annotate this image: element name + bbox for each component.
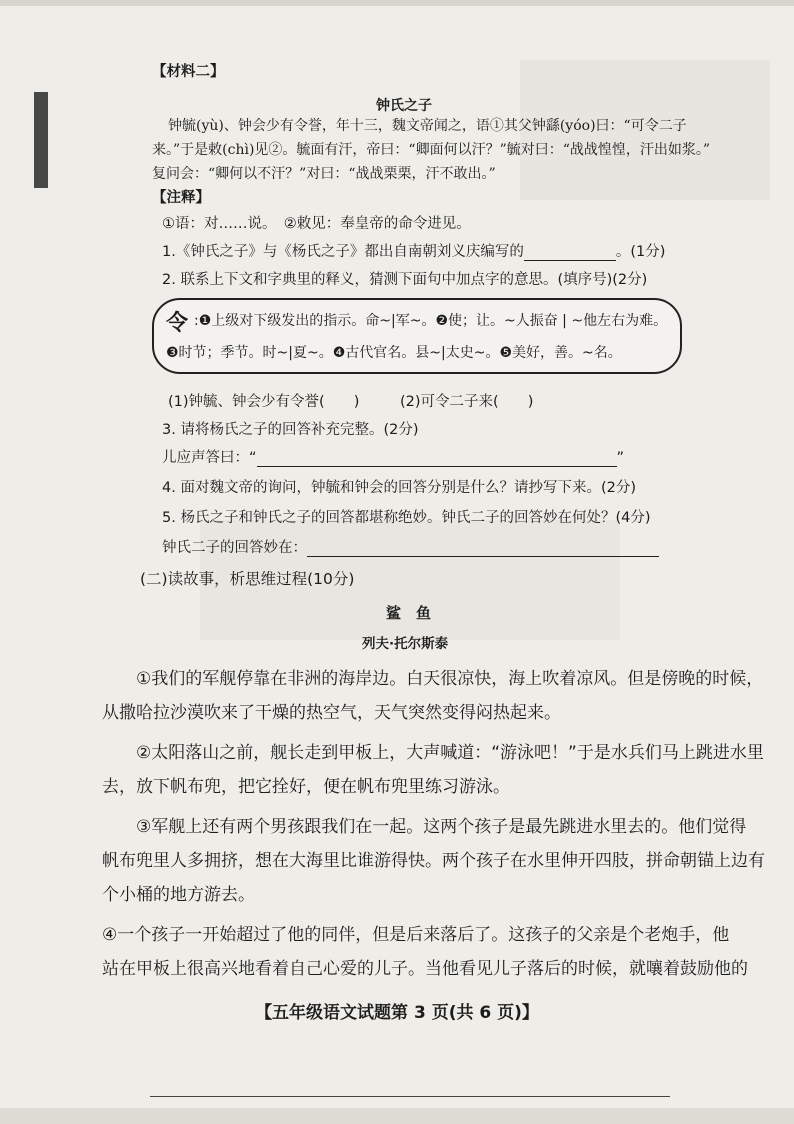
story-title: 鲨 鱼: [386, 604, 432, 622]
passage-line-2: 来。”于是敕(chì)见②。毓面有汗，帝曰：“卿面何以汗？”毓对曰：“战战惶惶，汗出如浆。”: [152, 142, 711, 158]
question-5: 5. 杨氏之子和钟氏之子的回答都堪称绝妙。钟氏二子的回答妙在何处？(4分): [162, 510, 651, 526]
notes-label: 【注释】: [152, 190, 210, 206]
page-footer: 【五年级语文试题第 3 页(共 6 页)】: [255, 1003, 539, 1023]
question-1-score: 。(1分): [615, 244, 666, 260]
paper-bottom-edge: [0, 1108, 794, 1124]
dictionary-line-2: ❸时节；季节。时~|夏~。❹古代官名。县~|太史~。❺美好，善。~名。: [166, 345, 622, 361]
passage-title: 钟氏之子: [376, 98, 432, 114]
dictionary-line-1: :❶上级对下级发出的指示。命~|军~。❷使；让。~人振奋 | ~他左右为难。: [194, 313, 668, 329]
question-3-end: ”: [616, 450, 625, 466]
dictionary-headword: 令: [166, 310, 189, 336]
story-line-1: ①我们的军舰停靠在非洲的海岸边。白天很凉快，海上吹着凉风。但是傍晚的时候，: [136, 669, 764, 689]
story-line-2: 从撒哈拉沙漠吹来了干燥的热空气，天气突然变得闷热起来。: [102, 703, 561, 723]
material-label: 【材料二】: [152, 64, 225, 80]
dictionary-box: [152, 298, 682, 374]
passage-line-3: 复问会：“卿何以不汗？”对曰：“战战栗栗，汗不敢出。”: [152, 166, 496, 182]
question-3-answer-line: [162, 446, 624, 467]
question-2-sub-2[interactable]: (2)可令二子来( ): [400, 394, 534, 410]
footer-rule: [150, 1096, 670, 1097]
story-line-7: 个小桶的地方游去。: [102, 885, 255, 905]
binding-mark: [34, 92, 48, 188]
story-line-6: 帆布兜里人多拥挤，想在大海里比谁游得快。两个孩子在水里伸开四肢，拼命朝锚上边有: [102, 851, 765, 871]
paper-top-edge: [0, 0, 794, 6]
story-line-3: ②太阳落山之前，舰长走到甲板上，大声喊道：“游泳吧！”于是水兵们马上跳进水里: [136, 743, 764, 763]
question-1-text: 1.《钟氏之子》与《杨氏之子》都出自南朝刘义庆编写的: [162, 244, 524, 260]
question-3: 3. 请将杨氏之子的回答补充完整。(2分): [162, 422, 419, 438]
notes-line: ①语：对……说。 ②敕见：奉皇帝的命令进见。: [162, 216, 471, 232]
story-line-5: ③军舰上还有两个男孩跟我们在一起。这两个孩子是最先跳进水里去的。他们觉得: [136, 817, 747, 837]
story-line-4: 去，放下帆布兜，把它拴好，便在帆布兜里练习游泳。: [102, 777, 510, 797]
passage-line-1: 钟毓(yù)、钟会少有令誉，年十三，魏文帝闻之，语①其父钟繇(yóo)曰：“可令二子: [168, 118, 687, 134]
question-2-sub-1[interactable]: (1)钟毓、钟会少有令誉( ): [168, 394, 360, 410]
question-3-prefix: 儿应声答曰：“: [162, 450, 257, 466]
story-author: 列夫·托尔斯泰: [362, 636, 449, 652]
section-heading: (二)读故事，析思维过程(10分): [140, 570, 355, 588]
answer-blank[interactable]: [307, 540, 659, 557]
question-4: 4. 面对魏文帝的询问，钟毓和钟会的回答分别是什么？请抄写下来。(2分): [162, 480, 636, 496]
answer-blank[interactable]: [257, 450, 617, 467]
question-5-answer-line: [162, 536, 659, 557]
question-5-prefix: 钟氏二子的回答妙在：: [162, 540, 307, 556]
question-2: 2. 联系上下文和字典里的释义，猜测下面句中加点字的意思。(填序号)(2分): [162, 272, 648, 288]
story-line-9: 站在甲板上很高兴地看着自己心爱的儿子。当他看见儿子落后的时候，就嚷着鼓励他的: [102, 959, 748, 979]
answer-blank[interactable]: [524, 244, 616, 261]
question-1: [162, 240, 665, 261]
story-line-8: ④一个孩子一开始超过了他的同伴，但是后来落后了。这孩子的父亲是个老炮手，他: [102, 925, 730, 945]
